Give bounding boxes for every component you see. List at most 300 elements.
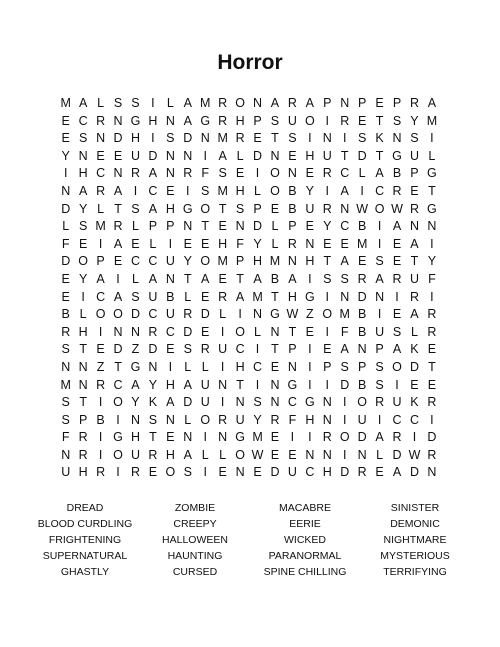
grid-letter: B (166, 289, 175, 304)
grid-letter: I (220, 359, 225, 374)
grid-letter: N (183, 430, 193, 445)
word-list-item: HALLOWEEN (162, 534, 228, 546)
grid-letter: S (131, 201, 140, 216)
grid-letter: I (63, 166, 68, 181)
grid-letter: W (356, 201, 369, 216)
grid-letter: I (377, 219, 382, 234)
grid-letter: N (409, 219, 419, 234)
grid-letter: T (114, 201, 122, 216)
grid-letter: A (392, 219, 402, 234)
grid-letter: E (270, 447, 280, 462)
grid-letter: K (375, 131, 384, 146)
grid-letter: M (217, 254, 228, 269)
grid-letter: O (95, 307, 106, 322)
grid-letter: I (255, 166, 260, 181)
grid-letter: L (131, 219, 139, 234)
grid-letter: O (113, 447, 123, 462)
grid-letter: M (217, 131, 228, 146)
grid-letter: D (130, 307, 140, 322)
grid-letter: I (98, 447, 103, 462)
grid-letter: C (148, 254, 158, 269)
grid-letter: N (165, 412, 175, 427)
grid-letter: E (305, 166, 315, 181)
grid-letter: Y (183, 254, 192, 269)
grid-letter: I (395, 289, 399, 304)
grid-letter: U (357, 412, 367, 427)
grid-letter: I (168, 359, 173, 374)
grid-letter: E (148, 465, 158, 480)
grid-letter: H (253, 254, 263, 269)
grid-letter: E (410, 377, 419, 392)
grid-letter: R (427, 307, 437, 322)
grid-letter: T (271, 131, 279, 146)
grid-letter: R (61, 324, 71, 339)
grid-letter: A (113, 289, 123, 304)
grid-letter: R (322, 201, 332, 216)
grid-letter: I (325, 377, 330, 392)
grid-letter: S (61, 342, 70, 357)
grid-letter: N (113, 324, 123, 339)
word-list-item: MACABRE (279, 502, 331, 514)
grid-letter: L (166, 96, 174, 110)
grid-letter: N (235, 465, 245, 480)
grid-letter: N (200, 131, 210, 146)
grid-letter: L (131, 271, 139, 286)
grid-letter: M (339, 307, 350, 322)
grid-letter: N (322, 131, 332, 146)
grid-letter: L (271, 219, 279, 234)
grid-letter: R (218, 113, 228, 128)
grid-letter: I (203, 465, 207, 480)
grid-letter: M (269, 254, 281, 269)
grid-letter: T (79, 342, 87, 357)
grid-letter: N (148, 359, 158, 374)
grid-letter: A (270, 96, 280, 110)
grid-letter: G (182, 201, 193, 216)
grid-letter: L (219, 307, 227, 322)
grid-letter: S (78, 131, 88, 146)
grid-letter: N (357, 447, 367, 462)
grid-letter: P (288, 219, 297, 234)
grid-letter: R (287, 236, 297, 251)
grid-letter: D (183, 131, 193, 146)
grid-letter: E (218, 465, 227, 480)
word-list-item: SPINE CHILLING (263, 566, 347, 578)
word-list-item: SINISTER (390, 502, 440, 514)
grid-letter: F (61, 430, 70, 445)
grid-letter: N (78, 148, 88, 163)
grid-letter: F (201, 166, 210, 181)
grid-letter: O (200, 254, 211, 269)
grid-letter: C (235, 342, 245, 357)
grid-letter: T (428, 183, 436, 198)
grid-letter: D (357, 289, 367, 304)
grid-letter: I (290, 430, 295, 445)
grid-letter: L (358, 166, 366, 181)
grid-letter: E (288, 148, 297, 163)
grid-letter: E (427, 342, 437, 357)
grid-letter: A (148, 166, 158, 181)
word-list-item: DEMONIC (390, 518, 440, 530)
grid-letter: S (131, 96, 140, 110)
grid-letter: O (200, 201, 211, 216)
grid-letter: R (427, 324, 437, 339)
grid-letter: N (61, 447, 71, 462)
grid-letter: O (357, 395, 368, 410)
grid-letter: B (61, 307, 70, 322)
grid-letter: N (305, 447, 315, 462)
grid-letter: D (61, 201, 71, 216)
grid-letter: I (81, 289, 85, 304)
grid-letter: U (200, 395, 210, 410)
grid-letter: R (287, 96, 297, 110)
grid-letter: E (305, 324, 315, 339)
grid-letter: E (375, 465, 384, 480)
grid-letter: L (271, 236, 279, 251)
grid-letter: N (305, 236, 315, 251)
grid-letter: A (166, 395, 175, 410)
grid-letter: N (96, 131, 106, 146)
grid-letter: R (322, 166, 332, 181)
grid-letter: I (342, 395, 347, 410)
grid-letter: O (270, 166, 280, 181)
grid-letter: E (218, 219, 227, 234)
grid-letter: U (148, 289, 158, 304)
grid-letter: M (252, 430, 263, 445)
grid-letter: C (305, 465, 315, 480)
grid-letter: B (288, 201, 297, 216)
grid-letter: I (325, 289, 330, 304)
page-title: Horror (217, 51, 283, 74)
grid-letter: O (270, 183, 280, 198)
grid-letter: S (201, 183, 210, 198)
grid-letter: F (61, 236, 70, 251)
grid-letter: O (200, 412, 211, 427)
grid-letter: C (113, 377, 123, 392)
grid-letter: L (201, 447, 209, 462)
grid-letter: D (113, 131, 123, 146)
grid-letter: S (392, 113, 402, 128)
grid-letter: Y (78, 201, 88, 216)
grid-letter: G (113, 430, 123, 445)
grid-letter: Y (148, 377, 158, 392)
grid-letter: C (253, 359, 263, 374)
grid-letter: P (323, 359, 332, 374)
grid-letter: C (409, 412, 419, 427)
grid-letter: H (78, 324, 88, 339)
grid-letter: W (391, 201, 403, 216)
grid-letter: G (287, 377, 298, 392)
grid-letter: I (151, 96, 155, 110)
grid-letter: A (131, 377, 140, 392)
word-list-item: ZOMBIE (174, 502, 216, 514)
grid-letter: N (340, 289, 350, 304)
grid-letter: L (254, 183, 261, 198)
grid-letter: A (78, 183, 88, 198)
grid-letter: E (357, 113, 367, 128)
grid-letter: N (340, 201, 350, 216)
grid-letter: E (410, 183, 419, 198)
grid-letter: P (78, 412, 88, 427)
grid-letter: M (200, 96, 211, 110)
grid-letter: N (270, 148, 280, 163)
grid-letter: B (288, 183, 297, 198)
grid-letter: T (236, 377, 244, 392)
grid-letter: Y (78, 271, 88, 286)
grid-letter: L (149, 236, 157, 251)
grid-letter: A (375, 271, 384, 286)
grid-letter: U (200, 377, 210, 392)
grid-letter: B (357, 307, 367, 322)
grid-letter: T (323, 254, 332, 269)
grid-letter: N (287, 166, 297, 181)
grid-letter: T (201, 219, 210, 234)
grid-letter: A (410, 236, 419, 251)
grid-letter: N (165, 271, 175, 286)
grid-letter: R (183, 307, 193, 322)
grid-letter: O (78, 254, 89, 269)
grid-letter: H (130, 430, 140, 445)
grid-letter: N (218, 430, 228, 445)
grid-letter: M (252, 289, 263, 304)
grid-letter: A (183, 113, 192, 128)
grid-letter: S (183, 342, 192, 357)
grid-letter: R (148, 447, 158, 462)
grid-letter: D (183, 395, 193, 410)
grid-letter: T (428, 359, 436, 374)
grid-letter: S (253, 395, 262, 410)
grid-letter: E (201, 324, 210, 339)
grid-letter: K (148, 395, 158, 410)
grid-letter: E (270, 201, 280, 216)
grid-letter: O (165, 465, 176, 480)
grid-letter: S (288, 131, 297, 146)
grid-letter: P (375, 342, 384, 357)
grid-letter: E (323, 342, 332, 357)
grid-letter: R (148, 324, 158, 339)
grid-letter: T (340, 148, 349, 163)
grid-letter: L (97, 96, 105, 110)
grid-letter: E (270, 359, 280, 374)
grid-letter: E (166, 430, 175, 445)
grid-letter: B (357, 377, 367, 392)
grid-letter: A (96, 271, 105, 286)
grid-letter: B (357, 324, 367, 339)
grid-letter: N (322, 395, 332, 410)
grid-letter: S (61, 412, 70, 427)
grid-letter: N (392, 131, 402, 146)
grid-letter: M (60, 96, 71, 110)
grid-letter: R (218, 289, 228, 304)
grid-letter: I (377, 236, 382, 251)
grid-letter: N (270, 377, 280, 392)
grid-letter: N (78, 359, 88, 374)
grid-letter: A (148, 271, 158, 286)
grid-letter: C (96, 166, 106, 181)
grid-letter: A (410, 307, 419, 322)
grid-letter: P (253, 113, 262, 128)
grid-letter: R (322, 430, 332, 445)
grid-letter: T (375, 113, 384, 128)
grid-letter: R (427, 395, 437, 410)
grid-letter: R (218, 412, 228, 427)
grid-letter: O (322, 307, 333, 322)
grid-letter: N (113, 166, 123, 181)
grid-letter: S (323, 271, 332, 286)
grid-letter: H (165, 447, 175, 462)
grid-letter: S (131, 289, 140, 304)
grid-letter: O (392, 359, 402, 374)
grid-letter: P (323, 96, 332, 110)
grid-letter: I (325, 113, 330, 128)
grid-letter: C (96, 289, 106, 304)
grid-letter: E (270, 430, 280, 445)
grid-letter: D (340, 465, 350, 480)
grid-letter: P (357, 359, 367, 374)
grid-letter: N (322, 447, 332, 462)
grid-letter: N (235, 219, 245, 234)
grid-letter: I (308, 359, 312, 374)
grid-letter: G (427, 201, 437, 216)
grid-letter: L (376, 447, 384, 462)
grid-letter: H (322, 465, 332, 480)
grid-letter: K (410, 395, 419, 410)
grid-letter: D (183, 324, 193, 339)
grid-letter: N (183, 219, 193, 234)
grid-letter: H (165, 377, 175, 392)
grid-letter: N (270, 324, 280, 339)
grid-letter: P (166, 219, 175, 234)
grid-letter: G (235, 430, 245, 445)
grid-letter: C (392, 412, 402, 427)
grid-letter: Y (253, 412, 262, 427)
grid-letter: I (377, 307, 382, 322)
grid-letter: P (410, 166, 419, 181)
grid-letter: Y (427, 254, 437, 269)
grid-letter: G (200, 113, 211, 128)
grid-letter: T (79, 395, 87, 410)
grid-letter: M (95, 219, 106, 234)
grid-letter: R (130, 465, 140, 480)
grid-letter: H (305, 148, 315, 163)
grid-letter: P (148, 219, 158, 234)
grid-letter: O (113, 307, 123, 322)
grid-letter: E (201, 289, 210, 304)
grid-letter: B (270, 271, 280, 286)
grid-letter: I (133, 183, 138, 198)
grid-letter: E (166, 342, 175, 357)
grid-letter: N (340, 96, 350, 110)
grid-letter: E (183, 236, 192, 251)
grid-letter: B (96, 412, 105, 427)
grid-letter: I (342, 131, 347, 146)
grid-letter: E (61, 131, 70, 146)
grid-letter: S (61, 395, 70, 410)
grid-letter: S (218, 166, 227, 181)
grid-letter: R (409, 289, 419, 304)
grid-letter: A (183, 96, 192, 110)
grid-letter: H (235, 183, 245, 198)
grid-letter: S (410, 131, 419, 146)
grid-letter: I (360, 183, 364, 198)
grid-letter: G (130, 359, 141, 374)
grid-letter: I (412, 430, 417, 445)
grid-letter: E (253, 131, 262, 146)
grid-letter: I (395, 377, 399, 392)
grid-letter: I (430, 131, 434, 146)
grid-letter: U (61, 465, 71, 480)
grid-letter: F (288, 412, 297, 427)
grid-letter: H (78, 465, 88, 480)
grid-letter: U (235, 412, 245, 427)
grid-letter: N (61, 183, 71, 198)
grid-letter: A (113, 183, 123, 198)
grid-letter: Z (131, 342, 140, 357)
grid-letter: I (220, 324, 225, 339)
grid-letter: Z (306, 307, 314, 322)
grid-letter: U (130, 148, 140, 163)
grid-letter: E (96, 148, 105, 163)
grid-letter: Y (131, 395, 140, 410)
grid-letter: R (340, 113, 350, 128)
grid-letter: N (253, 307, 263, 322)
grid-letter: G (304, 395, 315, 410)
grid-letter: N (130, 324, 140, 339)
grid-letter: Y (305, 183, 315, 198)
grid-letter: N (130, 412, 140, 427)
grid-letter: I (430, 289, 434, 304)
grid-letter: E (166, 183, 175, 198)
grid-letter: E (235, 166, 245, 181)
grid-letter: I (98, 430, 103, 445)
grid-letter: G (304, 289, 315, 304)
grid-letter: Z (96, 359, 105, 374)
grid-letter: I (151, 131, 155, 146)
grid-letter: I (430, 412, 434, 427)
word-list-item: WICKED (284, 534, 326, 546)
grid-letter: R (375, 395, 385, 410)
grid-letter: I (98, 324, 103, 339)
grid-letter: S (270, 113, 280, 128)
grid-letter: D (340, 377, 350, 392)
grid-letter: E (218, 271, 227, 286)
grid-letter: N (287, 359, 297, 374)
grid-letter: R (200, 342, 210, 357)
grid-letter: E (78, 236, 88, 251)
grid-letter: D (409, 465, 419, 480)
grid-letter: Y (323, 219, 332, 234)
grid-letter: D (113, 342, 123, 357)
grid-letter: O (113, 395, 123, 410)
grid-letter: R (409, 201, 419, 216)
grid-letter: P (235, 254, 245, 269)
grid-letter: E (392, 254, 402, 269)
grid-letter: R (96, 113, 106, 128)
grid-letter: A (288, 271, 297, 286)
grid-letter: L (97, 201, 105, 216)
word-list-item: DREAD (66, 502, 104, 514)
grid-letter: D (357, 430, 367, 445)
grid-letter: H (305, 254, 315, 269)
grid-letter: D (270, 465, 280, 480)
grid-letter: H (165, 201, 175, 216)
grid-letter: R (218, 96, 228, 110)
grid-letter: P (392, 96, 402, 110)
grid-letter: E (113, 148, 123, 163)
grid-letter: N (183, 148, 193, 163)
grid-letter: S (375, 359, 384, 374)
grid-letter: T (271, 289, 279, 304)
